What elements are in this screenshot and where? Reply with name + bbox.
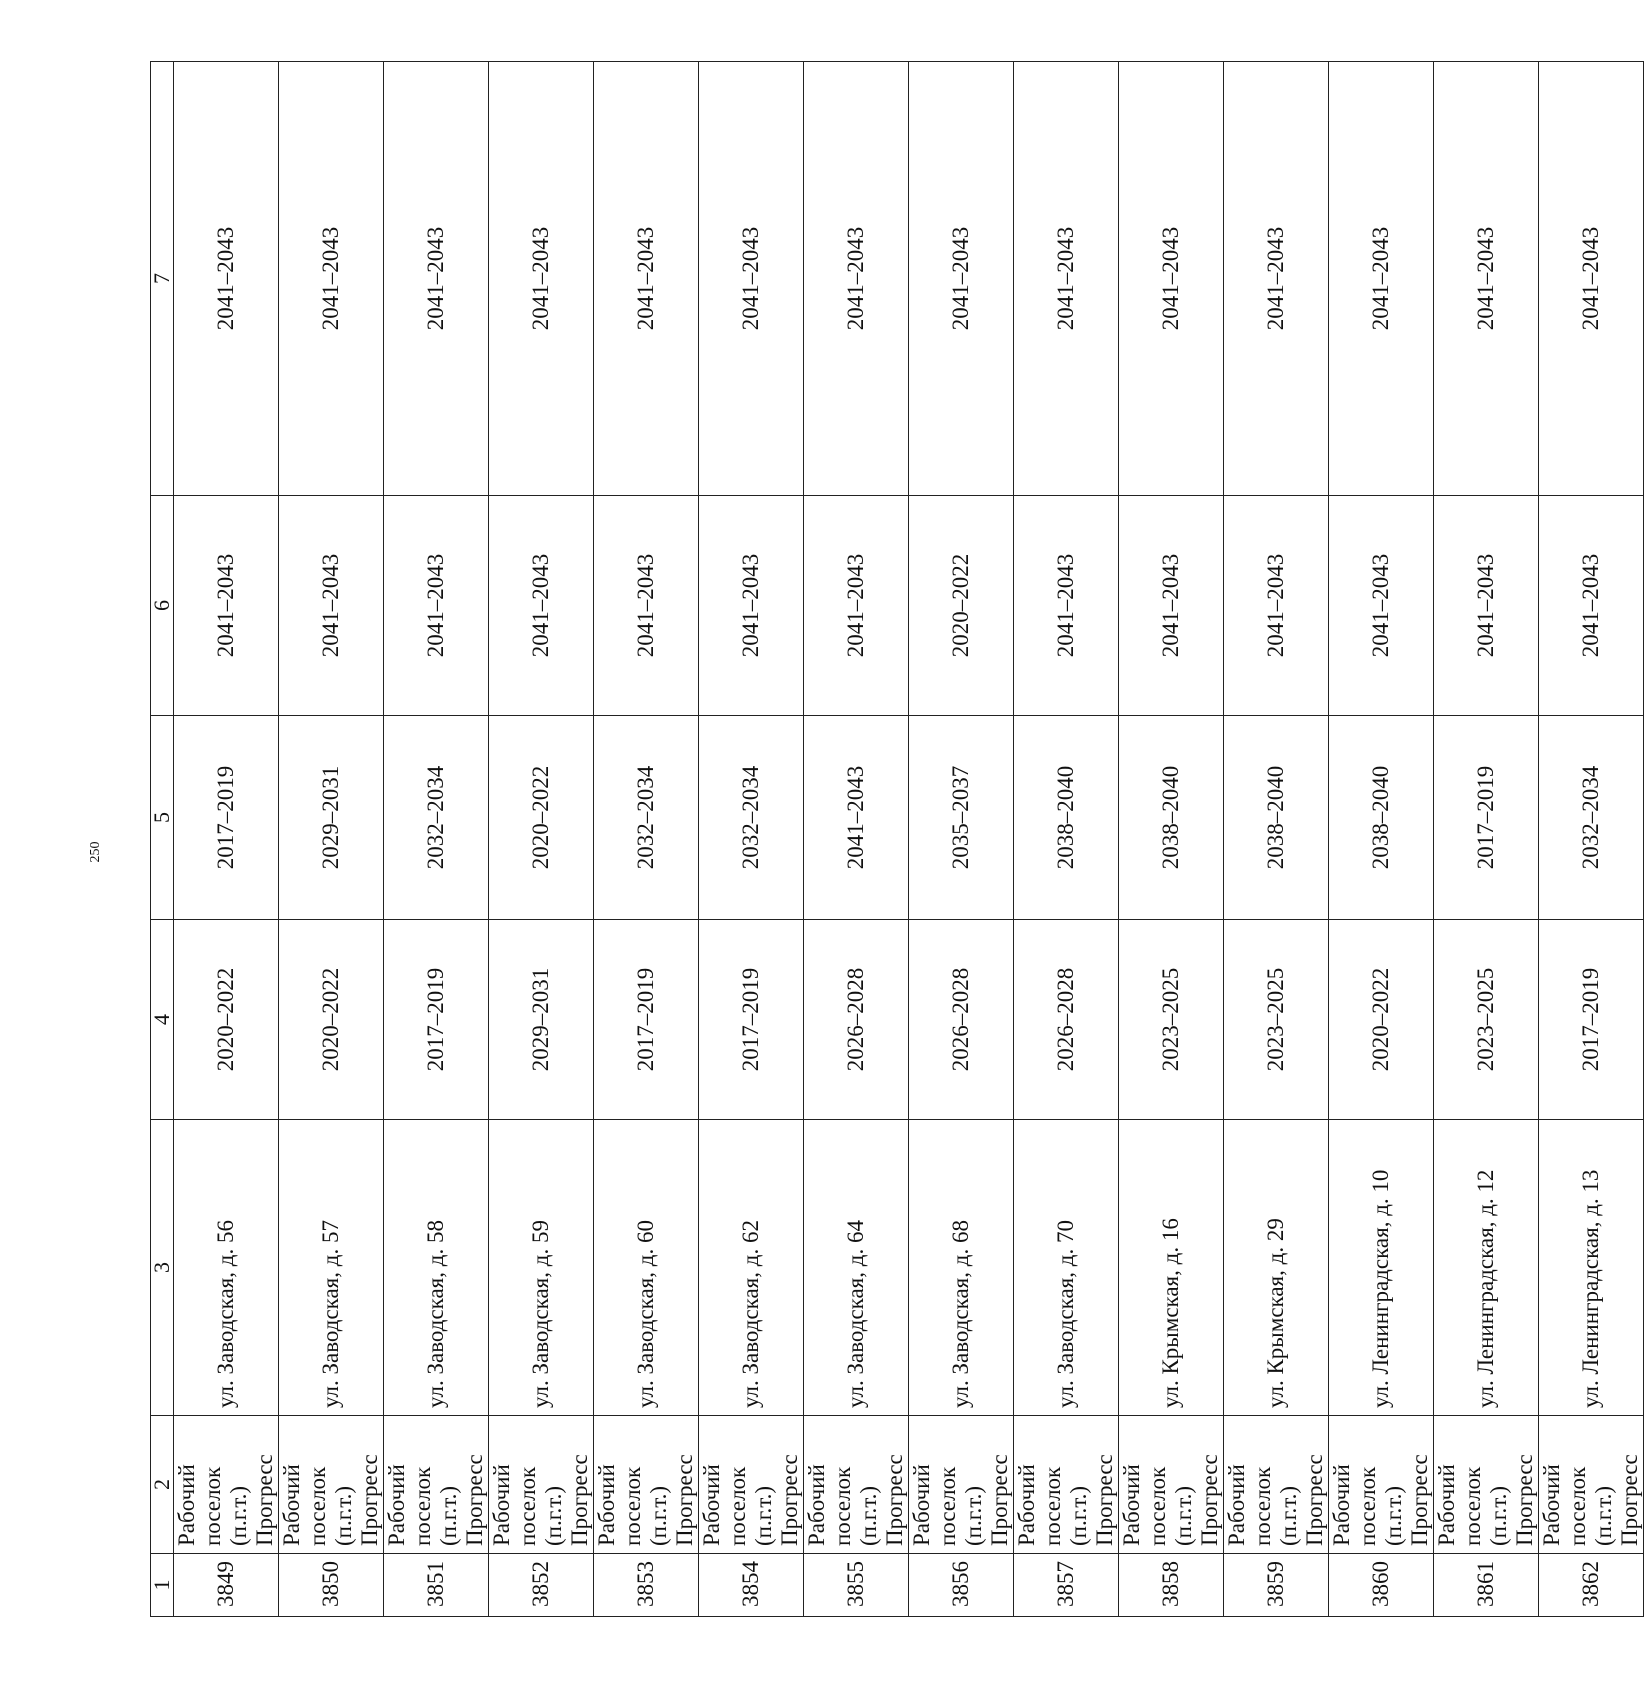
period-cell-6: 2041–2043 [698, 495, 803, 715]
header-row [150, 61, 173, 1616]
settlement-cell: Рабочий поселок (п.г.т.) Прогресс [1118, 1415, 1223, 1553]
address-cell: ул. Крымская, д. 29 [1223, 1119, 1328, 1415]
period-cell-5: 2017–2019 [1433, 715, 1538, 919]
period-cell-7: 2041–2043 [593, 61, 698, 495]
period-cell-5: 2032–2034 [1538, 715, 1643, 919]
address-cell: ул. Ленинградская, д. 12 [1433, 1119, 1538, 1415]
row-number-cell: 3858 [1118, 1553, 1223, 1616]
period-cell-7: 2041–2043 [1328, 61, 1433, 495]
address-cell: ул. Ленинградская, д. 10 [1328, 1119, 1433, 1415]
row-number-cell: 3859 [1223, 1553, 1328, 1616]
period-cell-7: 2041–2043 [698, 61, 803, 495]
address-cell: ул. Заводская, д. 58 [383, 1119, 488, 1415]
period-cell-5: 2029–2031 [278, 715, 383, 919]
period-cell-6: 2041–2043 [1328, 495, 1433, 715]
period-cell-5: 2038–2040 [1223, 715, 1328, 919]
period-cell-4: 2026–2028 [803, 919, 908, 1119]
table-container [148, 62, 1642, 1617]
column-header: 4 [150, 919, 173, 1119]
address-cell: ул. Заводская, д. 70 [1013, 1119, 1118, 1415]
period-cell-4: 2017–2019 [1538, 919, 1643, 1119]
address-cell: ул. Заводская, д. 57 [278, 1119, 383, 1415]
row-number-cell: 3860 [1328, 1553, 1433, 1616]
period-cell-6: 2041–2043 [1538, 495, 1643, 715]
period-cell-7: 2041–2043 [173, 61, 278, 495]
period-cell-7: 2041–2043 [908, 61, 1013, 495]
table-body [173, 61, 1643, 1616]
settlement-cell: Рабочий поселок (п.г.т.) Прогресс [383, 1415, 488, 1553]
row-number-cell: 3853 [593, 1553, 698, 1616]
period-cell-5: 2038–2040 [1013, 715, 1118, 919]
table-row [1328, 61, 1433, 1616]
period-cell-5: 2038–2040 [1118, 715, 1223, 919]
period-cell-6: 2041–2043 [1223, 495, 1328, 715]
period-cell-4: 2020–2022 [278, 919, 383, 1119]
period-cell-4: 2026–2028 [1013, 919, 1118, 1119]
settlement-cell: Рабочий поселок (п.г.т.) Прогресс [908, 1415, 1013, 1553]
address-cell: ул. Заводская, д. 60 [593, 1119, 698, 1415]
address-cell: ул. Заводская, д. 56 [173, 1119, 278, 1415]
row-number-cell: 3855 [803, 1553, 908, 1616]
period-cell-7: 2041–2043 [383, 61, 488, 495]
settlement-cell: Рабочий поселок (п.г.т.) Прогресс [488, 1415, 593, 1553]
period-cell-6: 2041–2043 [1013, 495, 1118, 715]
period-cell-6: 2041–2043 [593, 495, 698, 715]
row-number-cell: 3849 [173, 1553, 278, 1616]
period-cell-7: 2041–2043 [1538, 61, 1643, 495]
address-cell: ул. Заводская, д. 64 [803, 1119, 908, 1415]
settlement-cell: Рабочий поселок (п.г.т.) Прогресс [1328, 1415, 1433, 1553]
period-cell-7: 2041–2043 [488, 61, 593, 495]
table-row [1538, 61, 1643, 1616]
period-cell-6: 2041–2043 [383, 495, 488, 715]
period-cell-5: 2038–2040 [1328, 715, 1433, 919]
settlement-cell: Рабочий поселок (п.г.т.) Прогресс [803, 1415, 908, 1553]
address-cell: ул. Заводская, д. 59 [488, 1119, 593, 1415]
period-cell-5: 2032–2034 [698, 715, 803, 919]
period-cell-6: 2041–2043 [278, 495, 383, 715]
address-cell: ул. Крымская, д. 16 [1118, 1119, 1223, 1415]
period-cell-6: 2041–2043 [1433, 495, 1538, 715]
row-number-cell: 3861 [1433, 1553, 1538, 1616]
period-cell-4: 2023–2025 [1118, 919, 1223, 1119]
table-row [173, 61, 278, 1616]
period-cell-6: 2041–2043 [803, 495, 908, 715]
address-cell: ул. Заводская, д. 68 [908, 1119, 1013, 1415]
period-cell-6: 2041–2043 [1118, 495, 1223, 715]
period-cell-5: 2041–2043 [803, 715, 908, 919]
row-number-cell: 3862 [1538, 1553, 1643, 1616]
period-cell-5: 2032–2034 [383, 715, 488, 919]
settlement-cell: Рабочий поселок (п.г.т.) Прогресс [1433, 1415, 1538, 1553]
period-cell-4: 2017–2019 [383, 919, 488, 1119]
period-cell-6: 2020–2022 [908, 495, 1013, 715]
table-row [1013, 61, 1118, 1616]
column-header: 7 [150, 61, 173, 495]
table-row [803, 61, 908, 1616]
table-row [908, 61, 1013, 1616]
data-table [150, 61, 1644, 1617]
settlement-cell: Рабочий поселок (п.г.т.) Прогресс [1538, 1415, 1643, 1553]
settlement-cell: Рабочий поселок (п.г.т.) Прогресс [1013, 1415, 1118, 1553]
period-cell-4: 2029–2031 [488, 919, 593, 1119]
period-cell-5: 2020–2022 [488, 715, 593, 919]
period-cell-4: 2020–2022 [173, 919, 278, 1119]
column-header: 2 [150, 1415, 173, 1553]
table-row [593, 61, 698, 1616]
period-cell-7: 2041–2043 [1433, 61, 1538, 495]
row-number-cell: 3854 [698, 1553, 803, 1616]
period-cell-5: 2032–2034 [593, 715, 698, 919]
period-cell-7: 2041–2043 [1118, 61, 1223, 495]
column-header: 1 [150, 1553, 173, 1616]
settlement-cell: Рабочий поселок (п.г.т.) Прогресс [698, 1415, 803, 1553]
settlement-cell: Рабочий поселок (п.г.т.) Прогресс [593, 1415, 698, 1553]
table-row [698, 61, 803, 1616]
settlement-cell: Рабочий поселок (п.г.т.) Прогресс [1223, 1415, 1328, 1553]
period-cell-7: 2041–2043 [278, 61, 383, 495]
row-number-cell: 3856 [908, 1553, 1013, 1616]
row-number-cell: 3850 [278, 1553, 383, 1616]
address-cell: ул. Ленинградская, д. 13 [1538, 1119, 1643, 1415]
settlement-cell: Рабочий поселок (п.г.т.) Прогресс [173, 1415, 278, 1553]
period-cell-6: 2041–2043 [173, 495, 278, 715]
address-cell: ул. Заводская, д. 62 [698, 1119, 803, 1415]
table-row [488, 61, 593, 1616]
period-cell-4: 2020–2022 [1328, 919, 1433, 1119]
page-number: 250 [88, 841, 103, 863]
period-cell-4: 2023–2025 [1223, 919, 1328, 1119]
table-row [1433, 61, 1538, 1616]
period-cell-6: 2041–2043 [488, 495, 593, 715]
settlement-cell: Рабочий поселок (п.г.т.) Прогресс [278, 1415, 383, 1553]
period-cell-5: 2035–2037 [908, 715, 1013, 919]
table-row [1118, 61, 1223, 1616]
period-cell-4: 2026–2028 [908, 919, 1013, 1119]
row-number-cell: 3857 [1013, 1553, 1118, 1616]
column-header: 6 [150, 495, 173, 715]
table-row [1223, 61, 1328, 1616]
period-cell-7: 2041–2043 [1013, 61, 1118, 495]
row-number-cell: 3851 [383, 1553, 488, 1616]
period-cell-4: 2017–2019 [593, 919, 698, 1119]
period-cell-4: 2017–2019 [698, 919, 803, 1119]
table-row [383, 61, 488, 1616]
table-row [278, 61, 383, 1616]
period-cell-7: 2041–2043 [803, 61, 908, 495]
row-number-cell: 3852 [488, 1553, 593, 1616]
column-header: 5 [150, 715, 173, 919]
period-cell-4: 2023–2025 [1433, 919, 1538, 1119]
column-header: 3 [150, 1119, 173, 1415]
period-cell-7: 2041–2043 [1223, 61, 1328, 495]
period-cell-5: 2017–2019 [173, 715, 278, 919]
